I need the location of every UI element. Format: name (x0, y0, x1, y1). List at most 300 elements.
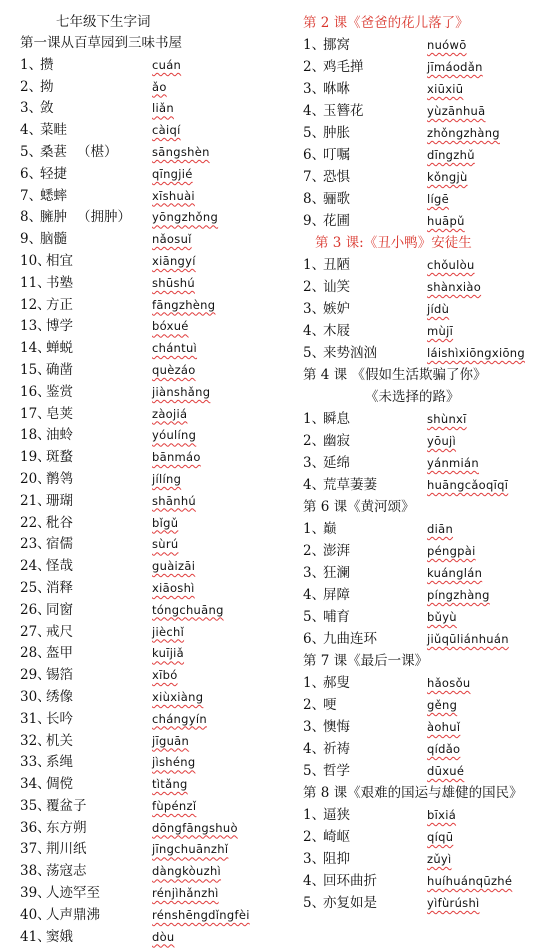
document-title: 七年级下生字词 (56, 14, 151, 30)
vocab-word-text: 相宜 (46, 252, 73, 269)
vocab-row (303, 694, 553, 716)
vocab-row (20, 207, 290, 229)
vocab-word (46, 251, 73, 273)
vocab-word-text: 哽 (323, 697, 337, 713)
item-number: 39、 (20, 885, 51, 902)
vocab-row (20, 622, 290, 644)
vocab-row (303, 78, 553, 100)
pinyin: jiǔqūliánhuán (427, 632, 509, 646)
vocab-row (20, 883, 290, 905)
pinyin: sùrú (152, 537, 179, 552)
item-number: 11、 (20, 274, 51, 291)
vocab-word (323, 474, 377, 496)
vocab-word (46, 709, 73, 731)
vocab-word (46, 796, 87, 818)
vocab-row (303, 276, 553, 298)
vocab-row (303, 760, 553, 782)
vocab-word-text: 博学 (46, 318, 73, 335)
vocab-word-text: 戒尺 (46, 623, 73, 640)
item-number: 7、 (303, 169, 326, 185)
vocab-word (323, 34, 350, 56)
pinyin: tóngchuāng (152, 602, 224, 617)
item-number: 1、 (303, 521, 326, 537)
vocab-word (46, 404, 73, 426)
vocab-word (46, 600, 73, 622)
pinyin: jiànshǎng (152, 384, 211, 399)
vocab-row (20, 98, 290, 120)
pinyin: zǔyì (427, 852, 452, 866)
vocab-word (323, 518, 337, 540)
pinyin: yìfùrúshì (427, 896, 480, 910)
item-number: 19、 (20, 449, 51, 466)
pinyin: chǒulòu (427, 258, 475, 272)
vocab-word-text: 蟋蟀 (40, 187, 67, 204)
pinyin: yōngzhǒng (152, 210, 219, 225)
vocab-word (46, 447, 73, 469)
item-number: 5、 (20, 143, 43, 160)
pinyin: kuánglán (427, 566, 483, 580)
vocab-word-text: 嫉妒 (323, 301, 350, 317)
vocab-word (46, 687, 73, 709)
vocab-word (46, 665, 73, 687)
item-number: 4、 (303, 103, 326, 119)
vocab-row (20, 731, 290, 753)
item-number: 4、 (20, 122, 43, 139)
lesson-1-vocab-list (20, 55, 290, 948)
item-number: 3、 (303, 719, 326, 735)
vocab-row (20, 360, 290, 382)
pinyin: jīmáodǎn (427, 60, 483, 74)
vocab-row (303, 100, 553, 122)
pinyin: fāngzhèng (152, 297, 216, 312)
vocab-word (323, 826, 350, 848)
vocab-word-text: 方正 (46, 296, 73, 313)
item-number: 37、 (20, 841, 51, 858)
vocab-word-text: 书塾 (46, 274, 73, 291)
item-number: 6、 (20, 165, 43, 182)
vocab-word-text: 覆盆子 (46, 797, 87, 814)
pinyin: shānhú (152, 493, 196, 508)
vocab-word-text: 玉簪花 (323, 103, 364, 119)
vocab-row (303, 892, 553, 914)
vocab-word-text: 菜畦 (40, 122, 67, 139)
vocab-word (40, 55, 54, 77)
lesson-heading: 第 8 课《艰难的国运与雄健的国民》 (303, 785, 523, 801)
pinyin: diān (427, 522, 454, 536)
vocab-word-text: 臃肿 (40, 209, 67, 226)
vocab-word (323, 342, 377, 364)
pinyin: hǎosǒu (427, 676, 471, 690)
item-number: 4、 (303, 741, 326, 757)
vocab-row (20, 469, 290, 491)
vocab-word (46, 382, 73, 404)
vocab-word (40, 229, 67, 251)
lesson-heading: 第 2 课《爸爸的花儿落了》 (303, 15, 469, 31)
vocab-word-text: 讪笑 (323, 279, 350, 295)
pinyin: bǔyù (427, 610, 457, 624)
vocab-row (20, 186, 290, 208)
vocab-word (46, 818, 87, 840)
left-column (20, 12, 290, 948)
vocab-word-text: 肿胀 (323, 125, 350, 141)
vocab-word (323, 870, 377, 892)
pinyin: qídǎo (427, 742, 461, 756)
vocab-variant-note: （拥肿） (77, 209, 131, 226)
vocab-row (20, 491, 290, 513)
vocab-word-text: 拗 (40, 78, 54, 95)
pinyin: rénjìhǎnzhì (152, 886, 219, 901)
vocab-word (323, 100, 364, 122)
vocab-row (303, 804, 553, 826)
item-number: 1、 (303, 807, 326, 823)
pinyin: bóxué (152, 319, 189, 334)
vocab-word-text: 挪窝 (323, 37, 350, 53)
item-number: 10、 (20, 252, 51, 269)
vocab-word-text: 荡寇志 (46, 863, 87, 880)
vocab-row (20, 142, 290, 164)
vocab-word-text: 斑蝥 (46, 449, 73, 466)
vocab-word-text: 脑髓 (40, 231, 67, 248)
pinyin: yùzānhuā (427, 104, 486, 118)
pinyin: yóulíng (152, 428, 197, 443)
item-number: 6、 (303, 631, 326, 647)
item-number: 38、 (20, 863, 51, 880)
vocab-word (46, 360, 73, 382)
vocab-word-text: 东方朔 (46, 819, 87, 836)
item-number: 27、 (20, 623, 51, 640)
vocab-row (20, 709, 290, 731)
vocab-row (20, 752, 290, 774)
vocab-word-text: 秕谷 (46, 514, 73, 531)
pinyin: sāngshèn (152, 144, 210, 159)
item-number: 8、 (303, 191, 326, 207)
vocab-row (20, 643, 290, 665)
item-number: 3、 (303, 81, 326, 97)
item-number: 5、 (303, 609, 326, 625)
vocab-word (323, 56, 364, 78)
pinyin: láishìxiōngxiōng (427, 346, 525, 360)
vocab-word (323, 298, 350, 320)
vocab-word (323, 760, 350, 782)
vocab-row (303, 298, 553, 320)
vocab-word (40, 77, 54, 99)
pinyin: zhǒngzhàng (427, 126, 500, 140)
vocab-row (303, 518, 553, 540)
vocab-row (20, 905, 290, 927)
vocab-word-text: 郝叟 (323, 675, 350, 691)
item-number: 20、 (20, 470, 51, 487)
vocab-word-text: 丑陋 (323, 257, 350, 273)
item-number: 6、 (303, 147, 326, 163)
vocab-row (303, 166, 553, 188)
vocab-word-text: 荆川纸 (46, 841, 87, 858)
vocab-row (303, 320, 553, 342)
vocab-word (46, 578, 73, 600)
pinyin: jídù (427, 302, 450, 316)
vocab-word-text: 逼狭 (323, 807, 350, 823)
vocab-word (46, 295, 73, 317)
vocab-row (20, 927, 290, 948)
item-number: 22、 (20, 514, 51, 531)
pinyin: huíhuánqūzhé (427, 874, 513, 888)
pinyin: mùjī (427, 324, 454, 338)
pinyin: jílíng (152, 471, 182, 486)
right-column (303, 12, 553, 914)
pinyin: dàngkòuzhì (152, 864, 222, 879)
item-number: 26、 (20, 601, 51, 618)
vocab-row (20, 229, 290, 251)
pinyin: xiūxiū (427, 82, 464, 96)
vocab-row (303, 474, 553, 496)
vocab-word (46, 425, 73, 447)
vocab-word-text: 倜傥 (46, 776, 73, 793)
vocab-word-text: 巅 (323, 521, 337, 537)
vocab-word-text: 轻捷 (40, 165, 67, 182)
vocab-row (303, 628, 553, 650)
vocab-word-text: 桑葚 (40, 143, 67, 160)
vocab-row (303, 738, 553, 760)
vocab-word-text: 怪哉 (46, 558, 73, 575)
pinyin: nǎosuǐ (152, 232, 192, 247)
pinyin: shùnxī (427, 412, 467, 426)
item-number: 2、 (303, 543, 326, 559)
pinyin: huāngcǎoqīqī (427, 478, 509, 492)
item-number: 25、 (20, 579, 51, 596)
vocab-word (46, 556, 73, 578)
item-number: 1、 (303, 411, 326, 427)
vocab-word (46, 513, 73, 535)
vocab-word (46, 338, 73, 360)
pinyin: chántuì (152, 341, 198, 356)
vocab-word-text: 木屐 (323, 323, 350, 339)
item-number: 40、 (20, 906, 51, 923)
pinyin: xiāoshì (152, 580, 195, 595)
vocab-word (323, 254, 350, 276)
item-number: 2、 (303, 279, 326, 295)
vocab-word-text: 油蛉 (46, 427, 73, 444)
vocab-row (303, 188, 553, 210)
item-number: 12、 (20, 296, 51, 313)
item-number: 18、 (20, 427, 51, 444)
pinyin: cuán (152, 57, 182, 72)
item-number: 9、 (303, 213, 326, 229)
item-number: 3、 (303, 565, 326, 581)
vocab-row (20, 404, 290, 426)
pinyin: dòu (152, 929, 175, 944)
vocab-word (323, 166, 350, 188)
vocab-word-text: 人迹罕至 (46, 885, 100, 902)
vocab-row (303, 870, 553, 892)
item-number: 8、 (20, 209, 43, 226)
pinyin: jièchǐ (152, 624, 185, 639)
vocab-word (323, 78, 350, 100)
vocab-word-text: 延绵 (323, 455, 350, 471)
item-number: 3、 (303, 455, 326, 471)
vocab-word-text: 回环曲折 (323, 873, 377, 889)
pinyin: tìtǎng (152, 777, 188, 792)
vocab-row (303, 606, 553, 628)
vocab-row (303, 408, 553, 430)
vocab-word (323, 210, 350, 232)
vocab-word-text: 系绳 (46, 754, 73, 771)
pinyin: xībó (152, 668, 178, 683)
lesson-1-heading: 第一课从百草园到三味书屋 (20, 35, 182, 51)
item-number: 2、 (303, 59, 326, 75)
pinyin: dīngzhǔ (427, 148, 475, 162)
vocab-word-text: 九曲连环 (323, 631, 377, 647)
vocab-row (20, 687, 290, 709)
item-number: 1、 (303, 675, 326, 691)
vocab-word (46, 622, 73, 644)
vocab-row (20, 164, 290, 186)
vocab-word (323, 628, 377, 650)
vocab-row (20, 665, 290, 687)
item-number: 29、 (20, 667, 51, 684)
item-number: 4、 (303, 323, 326, 339)
vocab-word-text: 崎岖 (323, 829, 350, 845)
vocab-word-text: 哺育 (323, 609, 350, 625)
item-number: 3、 (303, 851, 326, 867)
vocab-row (303, 672, 553, 694)
vocab-variant-note: （椹） (77, 143, 118, 160)
vocab-word (40, 207, 131, 229)
pinyin: yánmián (427, 456, 479, 470)
vocab-row (20, 338, 290, 360)
vocab-word-text: 幽寂 (323, 433, 350, 449)
vocab-word-text: 攒 (40, 56, 54, 73)
vocab-row (303, 342, 553, 364)
item-number: 4、 (303, 587, 326, 603)
item-number: 30、 (20, 688, 51, 705)
vocab-word (40, 164, 67, 186)
vocab-word (323, 672, 350, 694)
vocab-row (303, 122, 553, 144)
vocab-word-text: 绣像 (46, 688, 73, 705)
vocab-word (46, 534, 73, 556)
vocab-word-text: 屏障 (323, 587, 350, 603)
vocab-row (303, 34, 553, 56)
pinyin: jīngchuānzhǐ (152, 842, 229, 857)
pinyin: dūxué (427, 764, 465, 778)
vocab-word (46, 731, 73, 753)
item-number: 5、 (303, 345, 326, 361)
pinyin: ǎo (152, 79, 167, 94)
vocab-row (20, 295, 290, 317)
lesson-heading: 第 4 课 《假如生活欺骗了你》 (303, 367, 487, 383)
vocab-word (46, 643, 73, 665)
pinyin: bīxiá (427, 808, 457, 822)
vocab-word (46, 905, 100, 927)
vocab-word-text: 骊歌 (323, 191, 350, 207)
vocab-word (323, 540, 350, 562)
vocab-word-text: 懊悔 (323, 719, 350, 735)
vocab-word (323, 584, 350, 606)
item-number: 1、 (303, 257, 326, 273)
vocab-word (323, 430, 350, 452)
vocab-word (323, 694, 337, 716)
item-number: 3、 (303, 301, 326, 317)
vocab-word-text: 荒草萋萋 (323, 477, 377, 493)
item-number: 35、 (20, 797, 51, 814)
vocab-word-text: 人声鼎沸 (46, 906, 100, 923)
vocab-row (303, 826, 553, 848)
vocab-word-text: 珊瑚 (46, 492, 73, 509)
vocab-word (46, 752, 73, 774)
vocab-row (303, 540, 553, 562)
item-number: 17、 (20, 405, 51, 422)
vocab-word (46, 861, 87, 883)
vocab-word-text: 同窗 (46, 601, 73, 618)
item-number: 5、 (303, 895, 326, 911)
vocab-word-text: 盔甲 (46, 645, 73, 662)
vocab-row (303, 254, 553, 276)
vocab-word (46, 927, 73, 948)
item-number: 28、 (20, 645, 51, 662)
pinyin: dōngfāngshuò (152, 820, 238, 835)
vocab-word-text: 瞬息 (323, 411, 350, 427)
vocab-word (323, 276, 350, 298)
pinyin: lígē (427, 192, 449, 206)
vocab-word-text: 咻咻 (323, 81, 350, 97)
vocab-word (46, 273, 73, 295)
vocab-row (303, 716, 553, 738)
pinyin: zàojiá (152, 406, 188, 421)
vocab-row (303, 144, 553, 166)
vocab-row (20, 578, 290, 600)
item-number: 2、 (20, 78, 43, 95)
vocab-word-text: 窦娥 (46, 928, 73, 945)
pinyin: píngzhàng (427, 588, 490, 602)
vocab-row (303, 452, 553, 474)
vocab-row (20, 774, 290, 796)
vocab-word-text: 消释 (46, 579, 73, 596)
vocab-word-text: 鹡鸰 (46, 470, 73, 487)
pinyin: xiùxiàng (152, 689, 204, 704)
vocab-row (20, 77, 290, 99)
vocab-word-text: 花圃 (323, 213, 350, 229)
lesson-subheading: 《未选择的路》 (365, 389, 460, 405)
vocab-row (20, 251, 290, 273)
pinyin: jīguān (152, 733, 190, 748)
item-number: 1、 (20, 56, 43, 73)
pinyin: nuówō (427, 38, 467, 52)
vocab-word (40, 98, 54, 120)
pinyin: qíqū (427, 830, 454, 844)
vocab-row (20, 316, 290, 338)
item-number: 24、 (20, 558, 51, 575)
vocab-word-text: 锡箔 (46, 667, 73, 684)
vocab-word-text: 宿儒 (46, 536, 73, 553)
vocab-word-text: 鸡毛掸 (323, 59, 364, 75)
vocab-word-text: 长吟 (46, 710, 73, 727)
vocab-word-text: 阻抑 (323, 851, 350, 867)
item-number: 41、 (20, 928, 51, 945)
lesson-heading: 第 6 课《黄河颂》 (303, 499, 415, 515)
item-number: 13、 (20, 318, 51, 335)
pinyin: àohuǐ (427, 720, 461, 734)
vocab-word-text: 亦复如是 (323, 895, 377, 911)
item-number: 2、 (303, 697, 326, 713)
vocab-row (303, 430, 553, 452)
pinyin: bānmáo (152, 450, 201, 465)
vocab-row (20, 818, 290, 840)
vocab-row (20, 120, 290, 142)
vocab-row (20, 796, 290, 818)
item-number: 5、 (303, 125, 326, 141)
pinyin: chángyín (152, 711, 207, 726)
vocab-word (46, 316, 73, 338)
item-number: 3、 (20, 100, 43, 117)
